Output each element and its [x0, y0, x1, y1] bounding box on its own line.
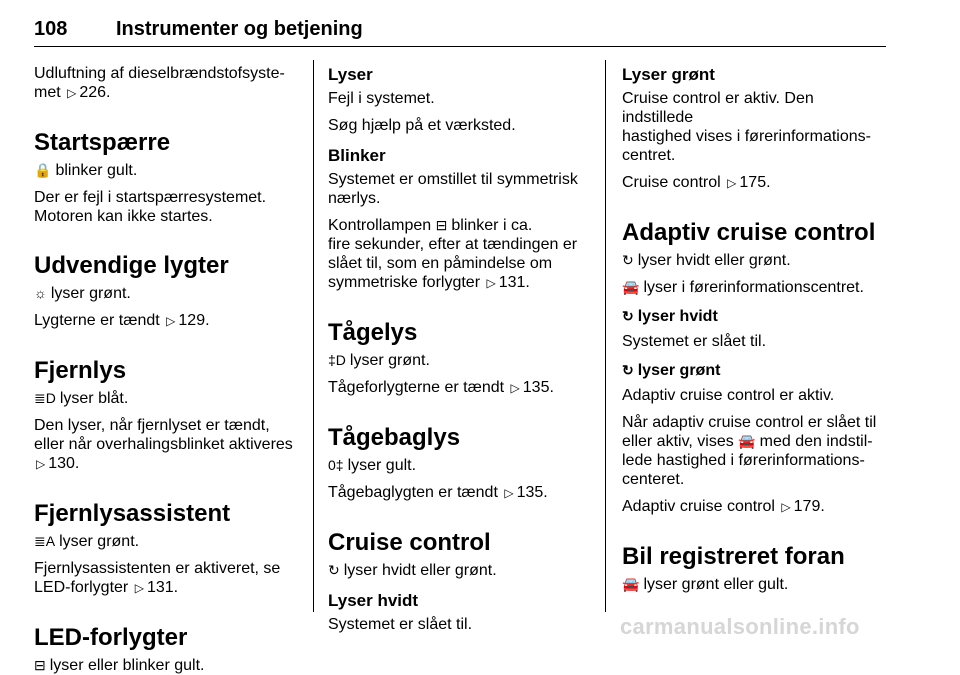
paragraph: centret. — [622, 147, 676, 164]
column-divider — [313, 60, 314, 612]
section-heading: Startspærre — [34, 129, 171, 156]
paragraph: Fejl i systemet. — [328, 90, 435, 107]
adaptive-cruise-icon: ↻ — [622, 362, 634, 378]
paragraph: Tågeforlygterne er tændt ▷ 135. — [328, 379, 554, 396]
section-heading: Fjernlys — [34, 357, 127, 384]
subheading: Lyser hvidt — [328, 591, 419, 610]
paragraph — [34, 454, 298, 474]
column-1 — [34, 64, 298, 675]
led-headlight-icon: ⊟ — [435, 217, 448, 233]
page-ref[interactable]: 135. — [522, 379, 554, 396]
paragraph: ≣A lyser grønt. — [34, 533, 140, 550]
cruise-control-icon: ↻ — [328, 562, 340, 578]
paragraph: eller når overhalingsblinket aktiveres — [34, 436, 293, 453]
section-heading: Tågebaglys — [328, 424, 461, 451]
arrow-icon: ▷ — [36, 457, 46, 471]
paragraph: ≣D lyser blåt. — [34, 390, 129, 407]
section-heading: Bil registreret foran — [622, 543, 845, 570]
exterior-lights-icon: ☼ — [34, 285, 47, 301]
paragraph: Motoren kan ikke startes. — [34, 208, 213, 225]
paragraph: lede hastighed i førerinformations- — [622, 452, 865, 469]
page-number: 108 — [34, 18, 68, 40]
column-3 — [622, 64, 887, 594]
paragraph: ⊟ lyser eller blinker gult. — [34, 657, 205, 674]
paragraph: 🚘 lyser grønt eller gult. — [622, 576, 789, 593]
section-heading: Adaptiv cruise control — [622, 219, 876, 246]
paragraph: Cruise control ▷ 175. — [622, 174, 771, 191]
arrow-icon: ▷ — [781, 500, 791, 514]
paragraph: Når adaptiv cruise control er slået til — [622, 414, 877, 431]
adaptive-cruise-icon: ↻ — [622, 308, 634, 324]
subheading: Lyser — [328, 65, 373, 84]
arrow-icon: ▷ — [486, 276, 496, 290]
arrow-icon: ▷ — [727, 176, 737, 190]
arrow-icon: ▷ — [504, 486, 514, 500]
paragraph: Kontrollampen ⊟ blinker i ca. — [328, 217, 533, 234]
paragraph: slået til, som en påmindelse om — [328, 255, 553, 272]
arrow-icon: ▷ — [67, 86, 77, 100]
column-divider — [605, 60, 606, 612]
paragraph: Adaptiv cruise control ▷ 179. — [622, 498, 825, 515]
led-headlight-icon: ⊟ — [34, 657, 46, 673]
column-2 — [328, 64, 588, 634]
paragraph: 🔒 blinker gult. — [34, 162, 138, 179]
paragraph: Systemet er slået til. — [622, 333, 767, 350]
section-heading: Cruise control — [328, 529, 491, 556]
arrow-icon: ▷ — [510, 381, 520, 395]
adaptive-cruise-icon: ↻ — [622, 252, 634, 268]
page-ref[interactable]: 131. — [498, 274, 530, 291]
arrow-icon: ▷ — [134, 581, 144, 595]
arrow-icon: ▷ — [166, 314, 176, 328]
paragraph: ↻ lyser hvidt eller grønt. — [328, 562, 497, 579]
paragraph: Cruise control er aktiv. Den indstillede — [622, 90, 814, 126]
page-ref[interactable]: 130. — [48, 455, 80, 472]
page-ref[interactable]: 179. — [793, 498, 825, 515]
section-heading: Fjernlysassistent — [34, 500, 231, 527]
paragraph: Der er fejl i startspærresystemet. — [34, 189, 267, 206]
section-heading: Tågelys — [328, 319, 418, 346]
page-ref[interactable]: 226. — [79, 84, 111, 101]
page-ref[interactable]: 135. — [516, 484, 548, 501]
page-header — [34, 6, 886, 47]
section-heading: Udvendige lygter — [34, 252, 229, 279]
chapter-title: Instrumenter og betjening — [116, 18, 363, 40]
subheading: Blinker — [328, 146, 386, 165]
paragraph: Lygterne er tændt ▷ 129. — [34, 312, 210, 329]
paragraph: Tågebaglygten er tændt ▷ 135. — [328, 484, 548, 501]
watermark: carmanualsonline.info — [620, 614, 860, 639]
paragraph: ☼ lyser grønt. — [34, 285, 131, 302]
subheading: ↻ lyser hvidt — [622, 308, 718, 325]
page-ref[interactable]: 129. — [178, 312, 210, 329]
car-front-icon: 🚘 — [622, 576, 640, 592]
paragraph: Adaptiv cruise control er aktiv. — [622, 387, 835, 404]
paragraph: Systemet er omstillet til symmetrisk — [328, 171, 578, 188]
paragraph: fire sekunder, efter at tændingen er — [328, 236, 578, 253]
paragraph: Fjernlysassistenten er aktiveret, se — [34, 560, 281, 577]
paragraph: centeret. — [622, 471, 685, 488]
subheading: Lyser grønt — [622, 65, 715, 84]
paragraph: Søg hjælp på et værksted. — [328, 117, 516, 134]
paragraph: eller aktiv, vises 🚘 med den indstil- — [622, 433, 873, 450]
paragraph: met ▷ 226. — [34, 84, 111, 101]
paragraph: nærlys. — [328, 190, 381, 207]
paragraph: symmetriske forlygter ▷ 131. — [328, 274, 530, 291]
paragraph: Systemet er slået til. — [328, 616, 473, 633]
vehicle-ahead-icon: 🚘 — [622, 279, 640, 295]
page-ref[interactable]: 175. — [739, 174, 771, 191]
paragraph: hastighed vises i førerinformations- — [622, 128, 871, 145]
paragraph: Den lyser, når fjernlyset er tændt, — [34, 417, 270, 434]
paragraph: ‡D lyser grønt. — [328, 352, 430, 369]
subheading: ↻ lyser grønt — [622, 362, 721, 379]
paragraph: LED-forlygter ▷ 131. — [34, 579, 179, 596]
high-beam-icon: ≣D — [34, 390, 56, 406]
paragraph: 🚘 lyser i førerinformationscentret. — [622, 279, 864, 296]
section-heading: LED-forlygter — [34, 624, 188, 651]
paragraph: Udluftning af dieselbrændstofsyste- — [34, 65, 285, 82]
vehicle-ahead-icon: 🚘 — [738, 433, 756, 449]
page-ref[interactable]: 131. — [146, 579, 179, 596]
high-beam-assist-icon: ≣A — [34, 533, 56, 549]
paragraph: 0‡ lyser gult. — [328, 457, 417, 474]
rear-fog-light-icon: 0‡ — [328, 457, 344, 473]
fog-light-icon: ‡D — [328, 352, 346, 368]
immobilizer-icon: 🔒 — [34, 162, 52, 178]
paragraph: ↻ lyser hvidt eller grønt. — [622, 252, 791, 269]
